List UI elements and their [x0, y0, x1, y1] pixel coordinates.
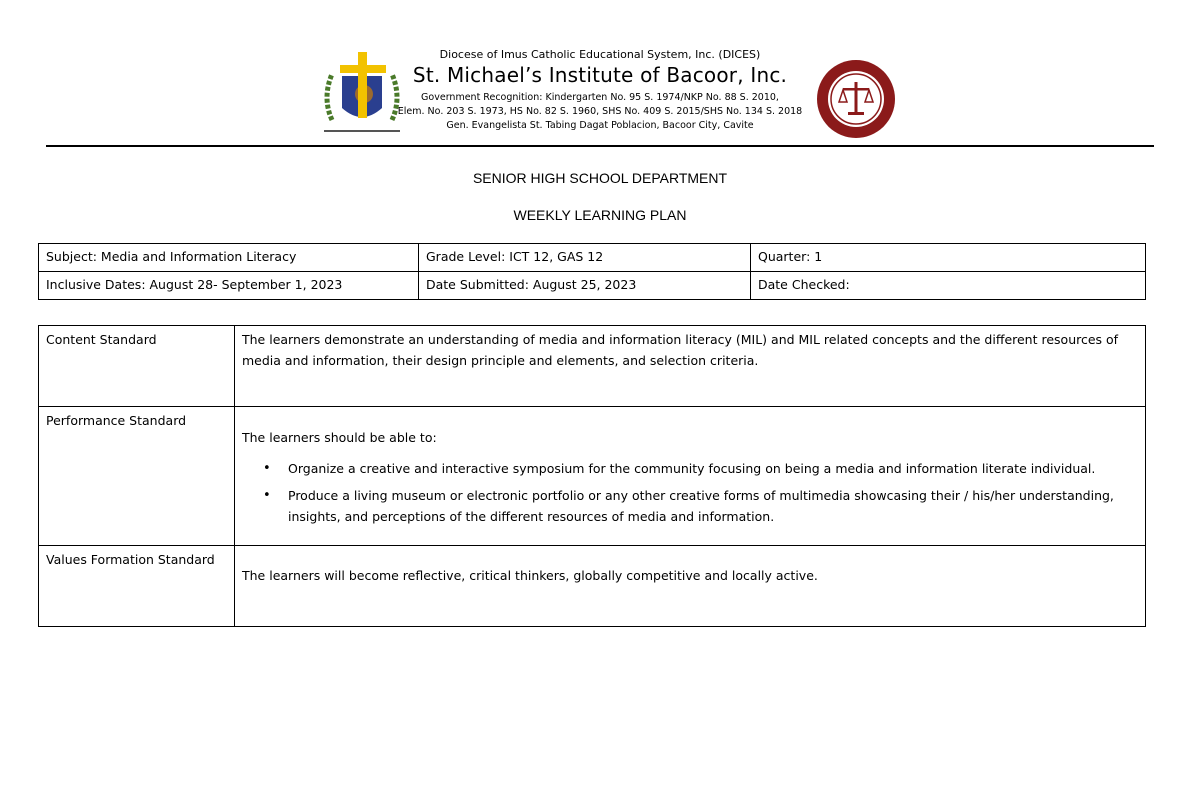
school-address: Gen. Evangelista St. Tabing Dagat Poblacion, Bacoor City, Cavite — [446, 120, 754, 131]
bullet-icon: • — [263, 488, 271, 503]
diocese-name: Diocese of Imus Catholic Educational System, Inc. (DICES) — [439, 48, 761, 61]
subject-cell: Subject: Media and Information Literacy — [39, 244, 419, 272]
grade-level-cell: Grade Level: ICT 12, GAS 12 — [419, 244, 751, 272]
info-row — [39, 272, 1146, 300]
school-seal-logo — [815, 58, 897, 140]
info-table — [38, 243, 1146, 300]
values-standard-label: Values Formation Standard — [39, 546, 235, 627]
plan-title: WEEKLY LEARNING PLAN — [513, 207, 687, 223]
performance-standard-cell — [235, 407, 1146, 546]
letterhead — [0, 0, 1200, 150]
header-divider — [46, 145, 1154, 147]
content-standard-row — [39, 326, 1146, 407]
school-name: St. Michael’s Institute of Bacoor, Inc. — [412, 63, 788, 87]
date-checked-cell: Date Checked: — [751, 272, 1146, 300]
quarter-cell: Quarter: 1 — [751, 244, 1146, 272]
department-title: SENIOR HIGH SCHOOL DEPARTMENT — [472, 170, 728, 186]
content-standard-label: Content Standard — [39, 326, 235, 407]
performance-list — [242, 458, 1138, 527]
government-recognition: Government Recognition: Kindergarten No. 95 S. 1974/NKP No. 88 S. 2010, — [421, 92, 779, 103]
performance-intro: The learners should be able to: — [242, 430, 437, 445]
standards-table — [38, 325, 1146, 627]
date-submitted-cell: Date Submitted: August 25, 2023 — [419, 272, 751, 300]
inclusive-dates-cell: Inclusive Dates: August 28- September 1, 2023 — [39, 272, 419, 300]
content-standard-text: The learners demonstrate an understanding of media and information literacy (MIL) and MIL related concepts and the different resources of media and information, their design principle and elements, and selection criteria. — [235, 326, 1146, 407]
performance-standard-row — [39, 407, 1146, 546]
bullet-icon: • — [263, 461, 271, 476]
list-item: • Organize a creative and interactive symposium for the community focusing on being a media and information literate individual. — [288, 458, 1138, 479]
performance-standard-label: Performance Standard — [39, 407, 235, 546]
values-standard-text: The learners will become reflective, critical thinkers, globally competitive and locally active. — [242, 568, 818, 583]
elem-recognition: Elem. No. 203 S. 1973, HS No. 82 S. 1960, SHS No. 409 S. 2015/SHS No. 134 S. 2018 — [397, 106, 803, 117]
values-standard-row — [39, 546, 1146, 627]
list-item: • Produce a living museum or electronic portfolio or any other creative forms of multimedia showcasing their / his/her understanding, insights, and perceptions of the different resources of media and information. — [288, 485, 1138, 527]
values-standard-cell — [235, 546, 1146, 627]
info-row — [39, 244, 1146, 272]
